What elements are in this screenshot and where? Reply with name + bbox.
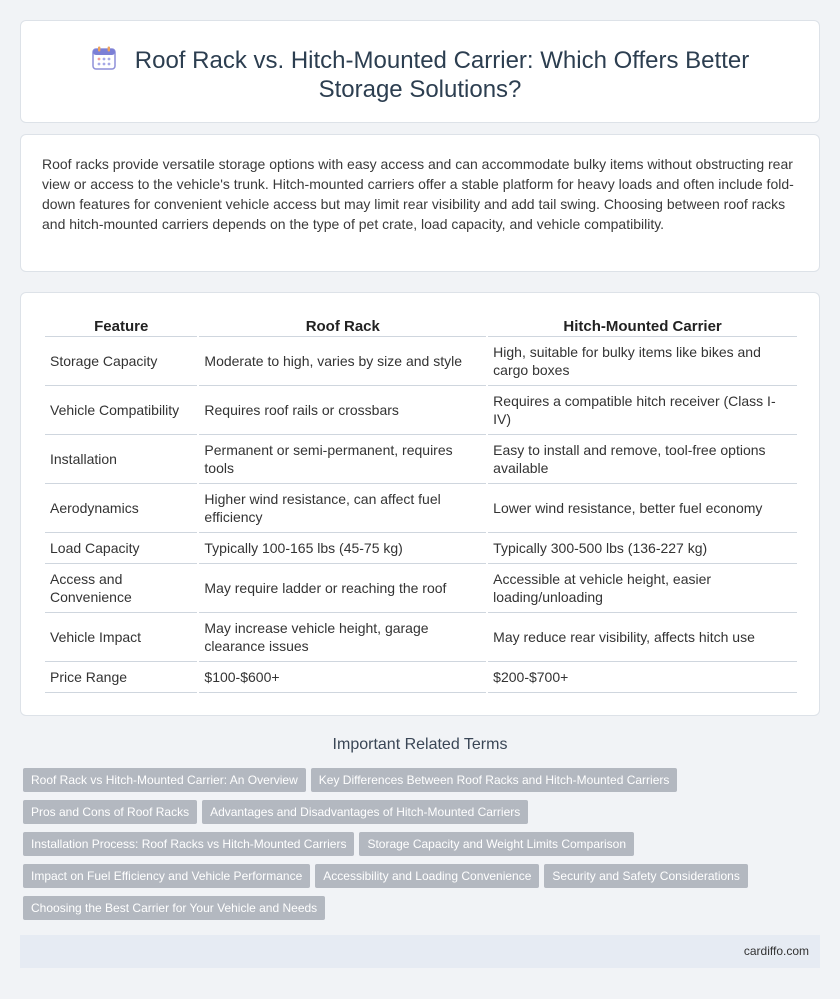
related-term-tag[interactable]: Pros and Cons of Roof Racks bbox=[23, 800, 197, 824]
table-row bbox=[45, 484, 797, 533]
cell-hitch-carrier: Lower wind resistance, better fuel economy bbox=[488, 484, 797, 533]
comparison-table-card bbox=[20, 292, 820, 716]
cell-feature: Access and Convenience bbox=[45, 564, 197, 613]
related-terms-heading: Important Related Terms bbox=[332, 736, 508, 753]
cell-feature: Aerodynamics bbox=[45, 484, 197, 533]
cell-hitch-carrier: Requires a compatible hitch receiver (Class I-IV) bbox=[488, 386, 797, 435]
cell-hitch-carrier: $200-$700+ bbox=[488, 662, 797, 693]
cell-roof-rack: Moderate to high, varies by size and style bbox=[199, 337, 486, 386]
title-card bbox=[20, 20, 820, 123]
header-roof-rack: Roof Rack bbox=[199, 314, 486, 337]
cell-hitch-carrier: Accessible at vehicle height, easier loading/unloading bbox=[488, 564, 797, 613]
related-term-tag[interactable]: Installation Process: Roof Racks vs Hitch-Mounted Carriers bbox=[23, 832, 354, 856]
cell-roof-rack: $100-$600+ bbox=[199, 662, 486, 693]
tag-row bbox=[23, 768, 803, 800]
table-row bbox=[45, 613, 797, 662]
related-term-tag[interactable]: Key Differences Between Roof Racks and Hitch-Mounted Carriers bbox=[311, 768, 678, 792]
cell-roof-rack: Permanent or semi-permanent, requires tools bbox=[199, 435, 486, 484]
cell-feature: Vehicle Compatibility bbox=[45, 386, 197, 435]
tag-row bbox=[23, 896, 803, 928]
table-row bbox=[45, 337, 797, 386]
cell-hitch-carrier: May reduce rear visibility, affects hitch use bbox=[488, 613, 797, 662]
cell-roof-rack: May require ladder or reaching the roof bbox=[199, 564, 486, 613]
intro-paragraph: Roof racks provide versatile storage options with easy access and can accommodate bulky items without obstructing rear view or access to the vehicle's trunk. Hitch-mounted carriers offer a stable platform for heavy loads and often include fold-down features for convenient vehicle access but may limit rear visibility and add tail swing. Choosing between roof racks and hitch-mounted carriers depends on the type of pet crate, load capacity, and vehicle compatibility. bbox=[42, 156, 794, 232]
title-row bbox=[21, 45, 819, 104]
cell-roof-rack: Requires roof rails or crossbars bbox=[199, 386, 486, 435]
comparison-table bbox=[43, 314, 799, 693]
related-term-tag[interactable]: Choosing the Best Carrier for Your Vehicle and Needs bbox=[23, 896, 325, 920]
cell-feature: Installation bbox=[45, 435, 197, 484]
cell-roof-rack: Higher wind resistance, can affect fuel efficiency bbox=[199, 484, 486, 533]
cell-hitch-carrier: Typically 300-500 lbs (136-227 kg) bbox=[488, 533, 797, 564]
table-row bbox=[45, 533, 797, 564]
related-term-tag[interactable]: Accessibility and Loading Convenience bbox=[315, 864, 539, 888]
table-row bbox=[45, 435, 797, 484]
cell-feature: Load Capacity bbox=[45, 533, 197, 564]
related-term-tag[interactable]: Impact on Fuel Efficiency and Vehicle Performance bbox=[23, 864, 310, 888]
cell-feature: Price Range bbox=[45, 662, 197, 693]
cell-hitch-carrier: High, suitable for bulky items like bikes and cargo boxes bbox=[488, 337, 797, 386]
related-terms-list bbox=[23, 768, 803, 928]
header-feature: Feature bbox=[45, 314, 197, 337]
cell-feature: Vehicle Impact bbox=[45, 613, 197, 662]
tag-row bbox=[23, 800, 803, 832]
table-row bbox=[45, 564, 797, 613]
tag-row bbox=[23, 864, 803, 896]
table-row bbox=[45, 662, 797, 693]
cell-feature: Storage Capacity bbox=[45, 337, 197, 386]
footer-site[interactable]: cardiffo.com bbox=[743, 944, 809, 958]
tag-row bbox=[23, 832, 803, 864]
related-term-tag[interactable]: Roof Rack vs Hitch-Mounted Carrier: An Overview bbox=[23, 768, 306, 792]
header-hitch-carrier: Hitch-Mounted Carrier bbox=[488, 314, 797, 337]
table-header-row bbox=[45, 314, 797, 337]
table-row bbox=[45, 386, 797, 435]
footer-bar bbox=[20, 935, 820, 968]
page-title: Roof Rack vs. Hitch-Mounted Carrier: Which Offers Better Storage Solutions? bbox=[134, 47, 750, 103]
cell-roof-rack: May increase vehicle height, garage clearance issues bbox=[199, 613, 486, 662]
calendar-icon bbox=[91, 45, 117, 71]
cell-hitch-carrier: Easy to install and remove, tool-free options available bbox=[488, 435, 797, 484]
related-term-tag[interactable]: Security and Safety Considerations bbox=[544, 864, 747, 888]
intro-card bbox=[20, 134, 820, 272]
related-term-tag[interactable]: Advantages and Disadvantages of Hitch-Mounted Carriers bbox=[202, 800, 528, 824]
cell-roof-rack: Typically 100-165 lbs (45-75 kg) bbox=[199, 533, 486, 564]
related-term-tag[interactable]: Storage Capacity and Weight Limits Comparison bbox=[359, 832, 634, 856]
